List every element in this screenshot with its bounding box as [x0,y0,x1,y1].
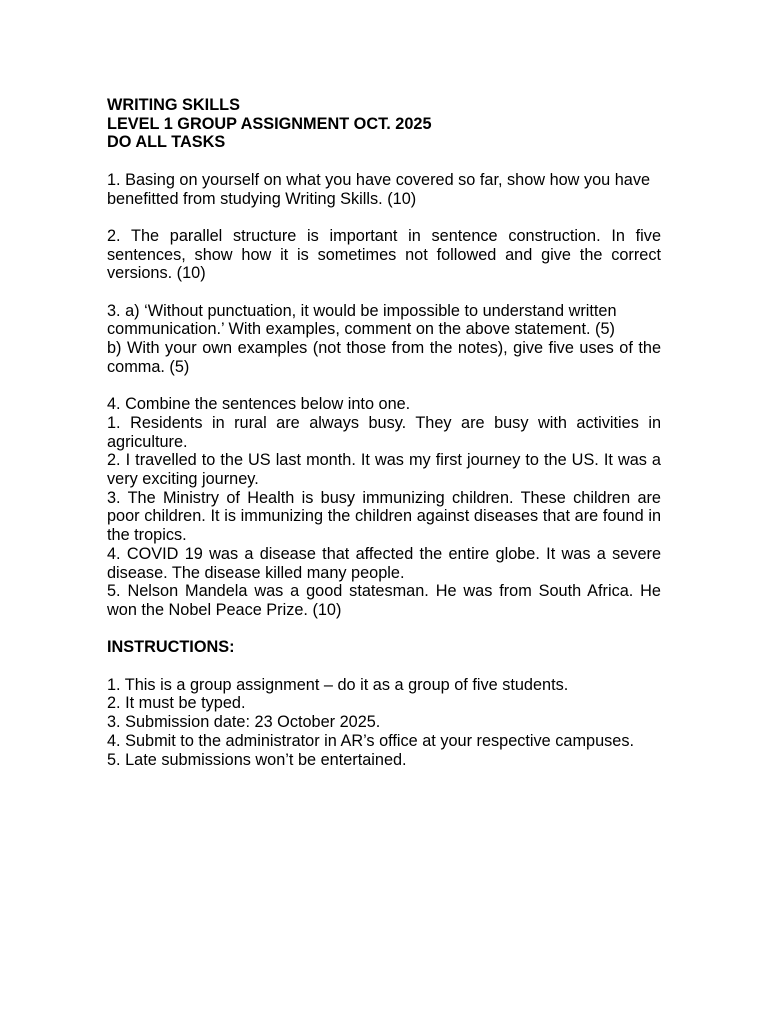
question-4-intro: 4. Combine the sentences below into one. [107,395,411,414]
question-4-item: 5. Nelson Mandela was a good statesman. He was from South Africa. He won the Nobel Peace Prize. (10) [107,582,661,619]
instruction-item: 4. Submit to the administrator in AR’s office at your respective campuses. [107,731,634,750]
question-4-item: 4. COVID 19 was a disease that affected the entire globe. It was a severe disease. The disease killed many people. [107,544,661,582]
spacer [107,283,661,302]
question-4-item: 1. Residents in rural are always busy. They are busy with activities in agriculture. [107,413,661,451]
spacer [107,208,661,227]
instructions-heading: INSTRUCTIONS: [107,638,235,657]
spacer [107,152,661,171]
question-4-item: 3. The Ministry of Health is busy immunizing children. These children are poor children. It is immunizing the children against diseases that are found in the tropics. [107,488,661,545]
task-directive: DO ALL TASKS [107,133,226,152]
spacer [107,377,661,396]
instruction-item: 1. This is a group assignment – do it as a group of five students. [107,675,569,694]
spacer [107,620,661,639]
question-4-item: 2. I travelled to the US last month. It was my first journey to the US. It was a very exciting journey. [107,451,661,488]
spacer [107,657,661,676]
instruction-item: 2. It must be typed. [107,694,246,713]
assignment-title: LEVEL 1 GROUP ASSIGNMENT OCT. 2025 [107,114,432,133]
instruction-item: 3. Submission date: 23 October 2025. [107,713,381,732]
question-2: 2. The parallel structure is important in sentence construction. In five sentences, show how it is sometimes not followed and give the correct versions. (10) [107,226,661,283]
course-title: WRITING SKILLS [107,96,240,114]
question-3a: 3. a) ‘Without punctuation, it would be impossible to understand written communication.’ With examples, comment on the above statement. (5) [107,301,617,339]
instruction-item: 5. Late submissions won’t be entertained. [107,750,407,769]
document-page [107,96,661,769]
question-3b: b) With your own examples (not those from the notes), give five uses of the comma. (5) [107,339,661,376]
question-1: 1. Basing on yourself on what you have covered so far, show how you have benefitted from studying Writing Skills. (10) [107,170,651,208]
